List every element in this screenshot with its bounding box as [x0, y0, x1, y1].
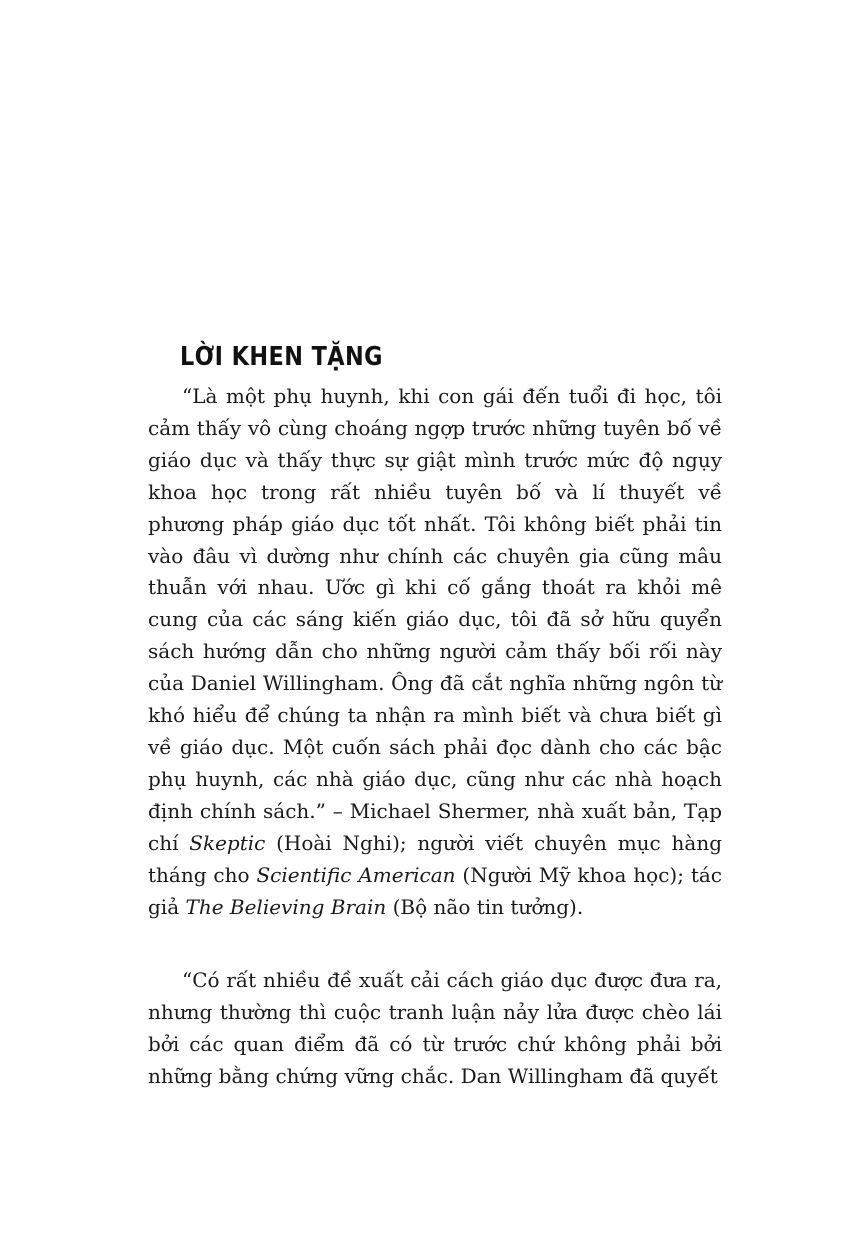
endorsement-text-part1: “Là một phụ huynh, khi con gái đến tuổi đi học, tôi cảm thấy vô cùng choáng ngợp trước những tuyên bố về giáo dục và thấy thực sự giật mình trước mức độ ngụy khoa học trong rất nhiều tuyên bố và lí thuyết về phương pháp giáo dục tốt nhất. Tôi không biết phải tin vào đâu vì dường như chính các chuyên gia cũng mâu thuẫn với nhau. Ước gì khi cố gắng thoát ra khỏi mê cung của các sáng kiến giáo dục, tôi đã sở hữu quyển sách hướng dẫn cho những người cảm thấy bối rối này của Daniel Willingham. Ông đã cắt nghĩa những ngôn từ khó hiểu để chúng ta nhận ra mình biết và chưa biết gì về giáo dục. Một cuốn sách phải đọc dành cho các bậc phụ huynh, các nhà giáo dục, cũng như các nhà hoạch định chính sách.” – Michael Shermer, nhà xuất bản, Tạp chí [148, 384, 722, 855]
magazine-title-skeptic: Skeptic [189, 830, 266, 855]
endorsement-paragraph [148, 381, 722, 923]
endorsement-text-part2: (Hoài Nghi); người viết chuyên mục hàng tháng cho [148, 830, 722, 887]
magazine-title-scientific-american: Scientific American [256, 862, 456, 887]
endorsement-text-part3: (Người Mỹ khoa học); tác giả [148, 862, 722, 919]
endorsement-text-part4: (Bộ não tin tưởng). [386, 894, 584, 919]
book-title-believing-brain: The Believing Brain [185, 894, 387, 919]
endorsement-paragraph-2: “Có rất nhiều đề xuất cải cách giáo dục được đưa ra, nhưng thường thì cuộc tranh luận nảy lửa được chèo lái bởi các quan điểm đã có từ trước chứ không phải bởi những bằng chứng vững chắc. Dan Willingham đã quyết [148, 968, 722, 1088]
section-heading: LỜI KHEN TẶNG [180, 342, 383, 372]
